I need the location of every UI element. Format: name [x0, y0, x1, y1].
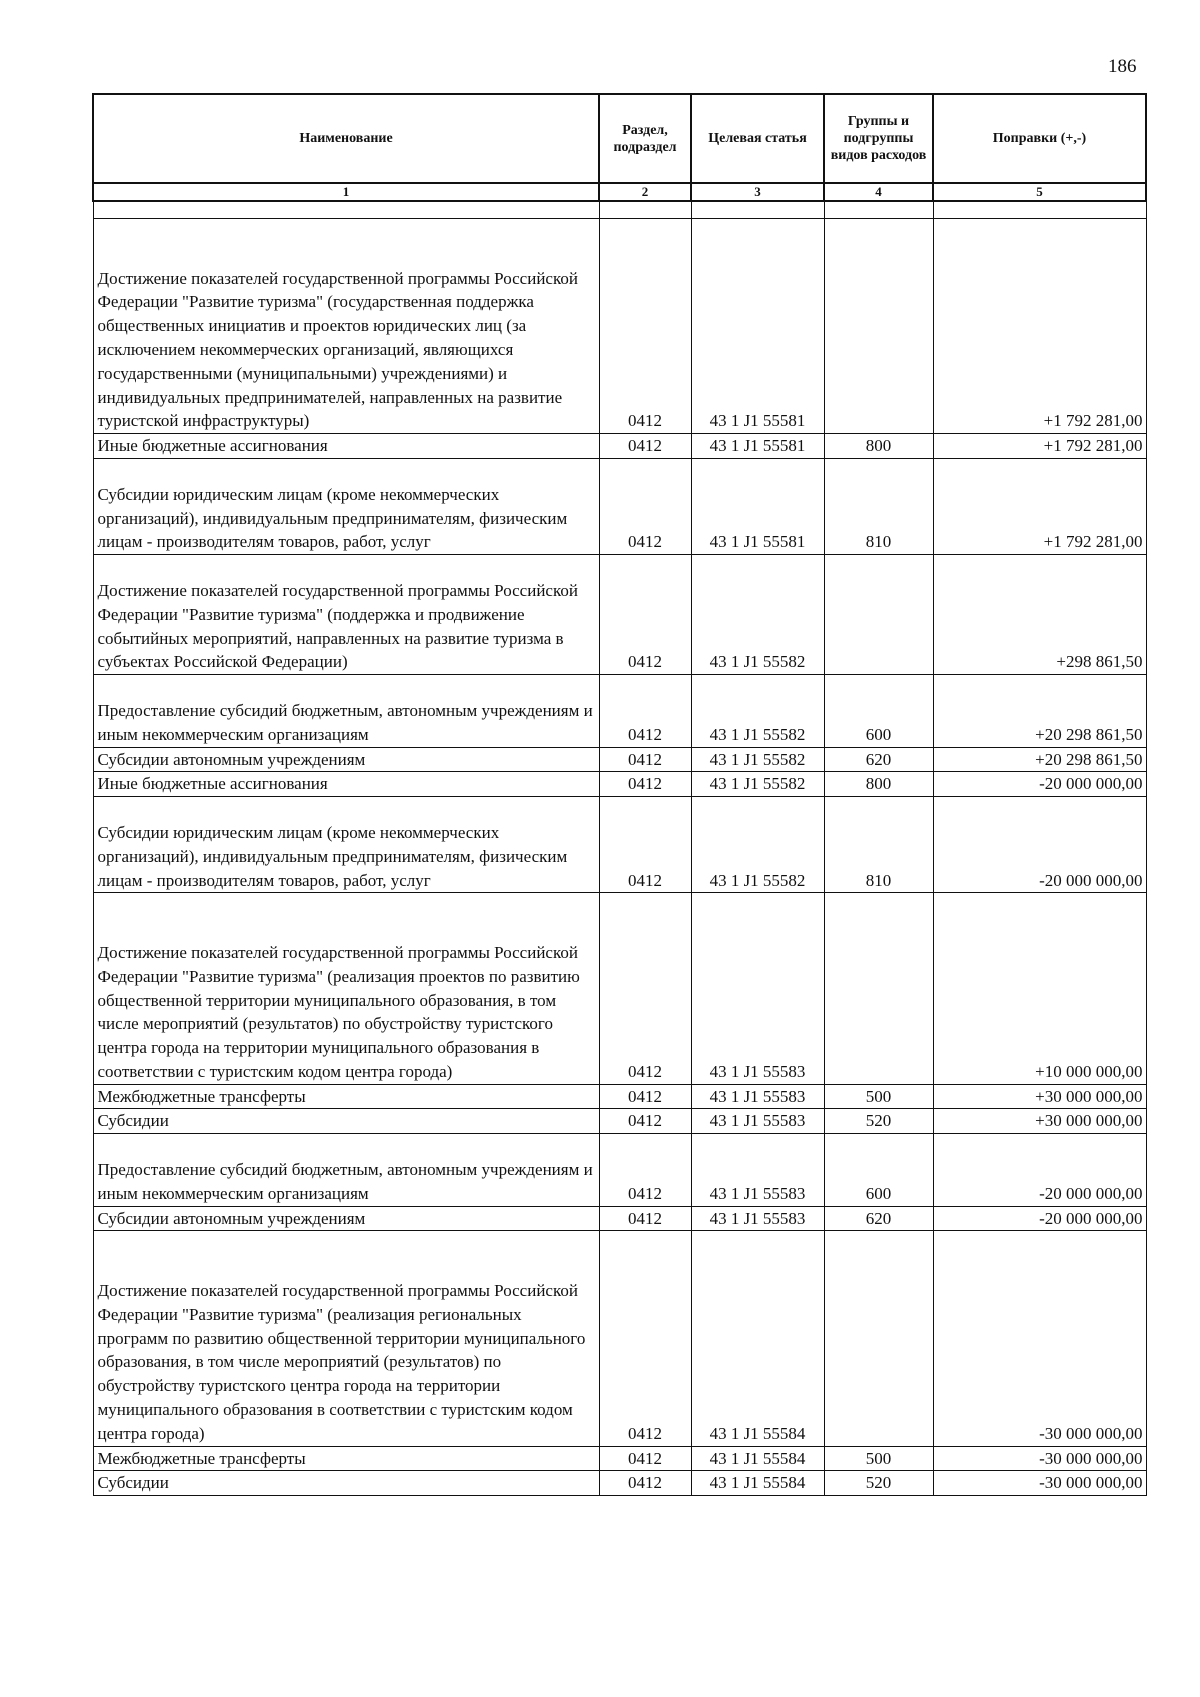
table-row [93, 1446, 1146, 1471]
row-group-cell: 620 [824, 1206, 933, 1231]
row-name-cell [93, 1134, 599, 1206]
row-group-cell: 810 [824, 458, 933, 554]
column-number: 3 [691, 183, 824, 201]
row-group-cell: 620 [824, 747, 933, 772]
row-amount-cell: -30 000 000,00 [933, 1231, 1146, 1446]
row-section-cell: 0412 [599, 797, 691, 893]
row-name-cell [93, 1084, 599, 1109]
row-amount-cell: +30 000 000,00 [933, 1109, 1146, 1134]
row-target-cell: 43 1 J1 55584 [691, 1471, 824, 1496]
table-row [93, 1134, 1146, 1206]
table-row [93, 1109, 1146, 1134]
row-group-cell: 810 [824, 797, 933, 893]
row-group-cell [824, 893, 933, 1084]
row-target-cell: 43 1 J1 55581 [691, 434, 824, 459]
table-row [93, 555, 1146, 675]
table-row [93, 219, 1146, 434]
page-number: 186 [1108, 56, 1137, 77]
row-group-cell: 500 [824, 1084, 933, 1109]
row-amount-cell: +10 000 000,00 [933, 893, 1146, 1084]
row-name-cell [93, 458, 599, 554]
header-section: Раздел, подраздел [599, 94, 691, 183]
row-name-cell [93, 555, 599, 675]
row-amount-cell: +1 792 281,00 [933, 219, 1146, 434]
row-group-cell [824, 1231, 933, 1446]
table-row [93, 434, 1146, 459]
row-target-cell: 43 1 J1 55582 [691, 797, 824, 893]
table-row [93, 1471, 1146, 1496]
row-name-cell [93, 1206, 599, 1231]
row-name-cell [93, 772, 599, 797]
row-group-cell [824, 555, 933, 675]
row-target-cell: 43 1 J1 55582 [691, 675, 824, 747]
row-name-text: Достижение показателей государственной программы Российской Федерации "Развитие туризма" (реализация проектов по развитию общественной территории муниципального образования, в том числе мероприятий (результатов) по обустройству туристского центра города на территории муниципального образования в соответствии с туристским кодом центра города) [97, 942, 580, 1081]
empty-cell [691, 201, 824, 219]
row-section-cell: 0412 [599, 1231, 691, 1446]
column-number-row [93, 183, 1146, 201]
row-name-cell [93, 434, 599, 459]
row-target-cell: 43 1 J1 55581 [691, 219, 824, 434]
row-name-text: Межбюджетные трансферты [97, 1086, 306, 1106]
row-name-text: Субсидии [97, 1111, 169, 1131]
row-name-text: Достижение показателей государственной программы Российской Федерации "Развитие туризма" (поддержка и продвижение событийных мероприятий, направленных на развитие туризма в субъектах Российской Федерации) [97, 580, 578, 672]
row-section-cell: 0412 [599, 1134, 691, 1206]
row-name-text: Субсидии юридическим лицам (кроме некоммерческих организаций), индивидуальным предпринимателям, физическим лицам - производителям товаров, работ, услуг [97, 484, 568, 552]
row-amount-cell: -20 000 000,00 [933, 1134, 1146, 1206]
spacer-row [93, 201, 1146, 219]
row-group-cell: 800 [824, 434, 933, 459]
table-row [93, 893, 1146, 1084]
row-name-cell [93, 747, 599, 772]
row-section-cell: 0412 [599, 1471, 691, 1496]
row-target-cell: 43 1 J1 55583 [691, 893, 824, 1084]
table-body [93, 201, 1146, 1496]
row-section-cell: 0412 [599, 434, 691, 459]
row-target-cell: 43 1 J1 55582 [691, 747, 824, 772]
row-amount-cell: +1 792 281,00 [933, 434, 1146, 459]
row-group-cell: 600 [824, 675, 933, 747]
empty-cell [93, 201, 599, 219]
table-row [93, 747, 1146, 772]
row-section-cell: 0412 [599, 458, 691, 554]
row-target-cell: 43 1 J1 55584 [691, 1446, 824, 1471]
row-target-cell: 43 1 J1 55583 [691, 1084, 824, 1109]
header-amendments: Поправки (+,-) [933, 94, 1146, 183]
row-name-cell [93, 1471, 599, 1496]
row-name-cell [93, 797, 599, 893]
row-target-cell: 43 1 J1 55583 [691, 1206, 824, 1231]
row-group-cell: 600 [824, 1134, 933, 1206]
column-number: 5 [933, 183, 1146, 201]
row-target-cell: 43 1 J1 55584 [691, 1231, 824, 1446]
table-row [93, 1206, 1146, 1231]
row-section-cell: 0412 [599, 555, 691, 675]
table-row [93, 1231, 1146, 1446]
row-name-cell [93, 1446, 599, 1471]
row-name-cell [93, 219, 599, 434]
empty-cell [599, 201, 691, 219]
row-group-cell: 500 [824, 1446, 933, 1471]
table-row [93, 458, 1146, 554]
row-name-cell [93, 1109, 599, 1134]
row-target-cell: 43 1 J1 55583 [691, 1134, 824, 1206]
row-section-cell: 0412 [599, 1084, 691, 1109]
table-row [93, 675, 1146, 747]
row-amount-cell: -20 000 000,00 [933, 772, 1146, 797]
empty-cell [824, 201, 933, 219]
row-name-text: Предоставление субсидий бюджетным, автономным учреждениям и иным некоммерческим организациям [97, 1160, 593, 1203]
row-section-cell: 0412 [599, 1206, 691, 1231]
row-amount-cell: -20 000 000,00 [933, 1206, 1146, 1231]
row-group-cell: 520 [824, 1109, 933, 1134]
row-section-cell: 0412 [599, 747, 691, 772]
row-amount-cell: +30 000 000,00 [933, 1084, 1146, 1109]
header-expense-group: Группы и подгруппы видов расходов [824, 94, 933, 183]
row-amount-cell: +1 792 281,00 [933, 458, 1146, 554]
column-number: 1 [93, 183, 599, 201]
row-name-text: Субсидии автономным учреждениям [97, 1208, 366, 1228]
row-amount-cell: +298 861,50 [933, 555, 1146, 675]
row-name-text: Достижение показателей государственной программы Российской Федерации "Развитие туризма" (государственная поддержка общественных инициатив и проектов юридических лиц (за исключением некоммерческих организаций, являющихся государственными (муниципальными) учреждениями) и индивидуальных предпринимателей, направленных на развитие туристской инфраструктуры) [97, 268, 578, 431]
table-row [93, 1084, 1146, 1109]
row-target-cell: 43 1 J1 55583 [691, 1109, 824, 1134]
row-name-text: Иные бюджетные ассигнования [97, 436, 328, 456]
column-number: 2 [599, 183, 691, 201]
row-amount-cell: -20 000 000,00 [933, 797, 1146, 893]
column-number: 4 [824, 183, 933, 201]
row-amount-cell: +20 298 861,50 [933, 675, 1146, 747]
row-name-cell [93, 1231, 599, 1446]
row-group-cell [824, 219, 933, 434]
row-target-cell: 43 1 J1 55582 [691, 772, 824, 797]
row-section-cell: 0412 [599, 1446, 691, 1471]
row-name-cell [93, 675, 599, 747]
row-name-text: Межбюджетные трансферты [97, 1448, 306, 1468]
row-name-text: Субсидии юридическим лицам (кроме некоммерческих организаций), индивидуальным предпринимателям, физическим лицам - производителям товаров, работ, услуг [97, 822, 568, 890]
row-amount-cell: -30 000 000,00 [933, 1446, 1146, 1471]
header-row [93, 94, 1146, 183]
row-section-cell: 0412 [599, 675, 691, 747]
row-target-cell: 43 1 J1 55582 [691, 555, 824, 675]
table-row [93, 797, 1146, 893]
row-section-cell: 0412 [599, 893, 691, 1084]
row-name-cell [93, 893, 599, 1084]
budget-amendments-table [92, 93, 1147, 1496]
row-section-cell: 0412 [599, 772, 691, 797]
header-name: Наименование [93, 94, 599, 183]
row-group-cell: 800 [824, 772, 933, 797]
row-name-text: Субсидии автономным учреждениям [97, 749, 366, 769]
row-amount-cell: -30 000 000,00 [933, 1471, 1146, 1496]
row-group-cell: 520 [824, 1471, 933, 1496]
header-target-article: Целевая статья [691, 94, 824, 183]
empty-cell [933, 201, 1146, 219]
row-section-cell: 0412 [599, 1109, 691, 1134]
row-amount-cell: +20 298 861,50 [933, 747, 1146, 772]
row-name-text: Достижение показателей государственной программы Российской Федерации "Развитие туризма" (реализация региональных программ по развитию общественной территории муниципального образования, в том числе мероприятий (результатов) по обустройству туристского центра города на территории муниципального образования в соответствии с туристским кодом центра города) [97, 1281, 586, 1443]
row-section-cell: 0412 [599, 219, 691, 434]
row-name-text: Предоставление субсидий бюджетным, автономным учреждениям и иным некоммерческим организациям [97, 700, 593, 744]
row-target-cell: 43 1 J1 55581 [691, 458, 824, 554]
row-name-text: Субсидии [97, 1473, 169, 1493]
table-row [93, 772, 1146, 797]
row-name-text: Иные бюджетные ассигнования [97, 774, 328, 794]
